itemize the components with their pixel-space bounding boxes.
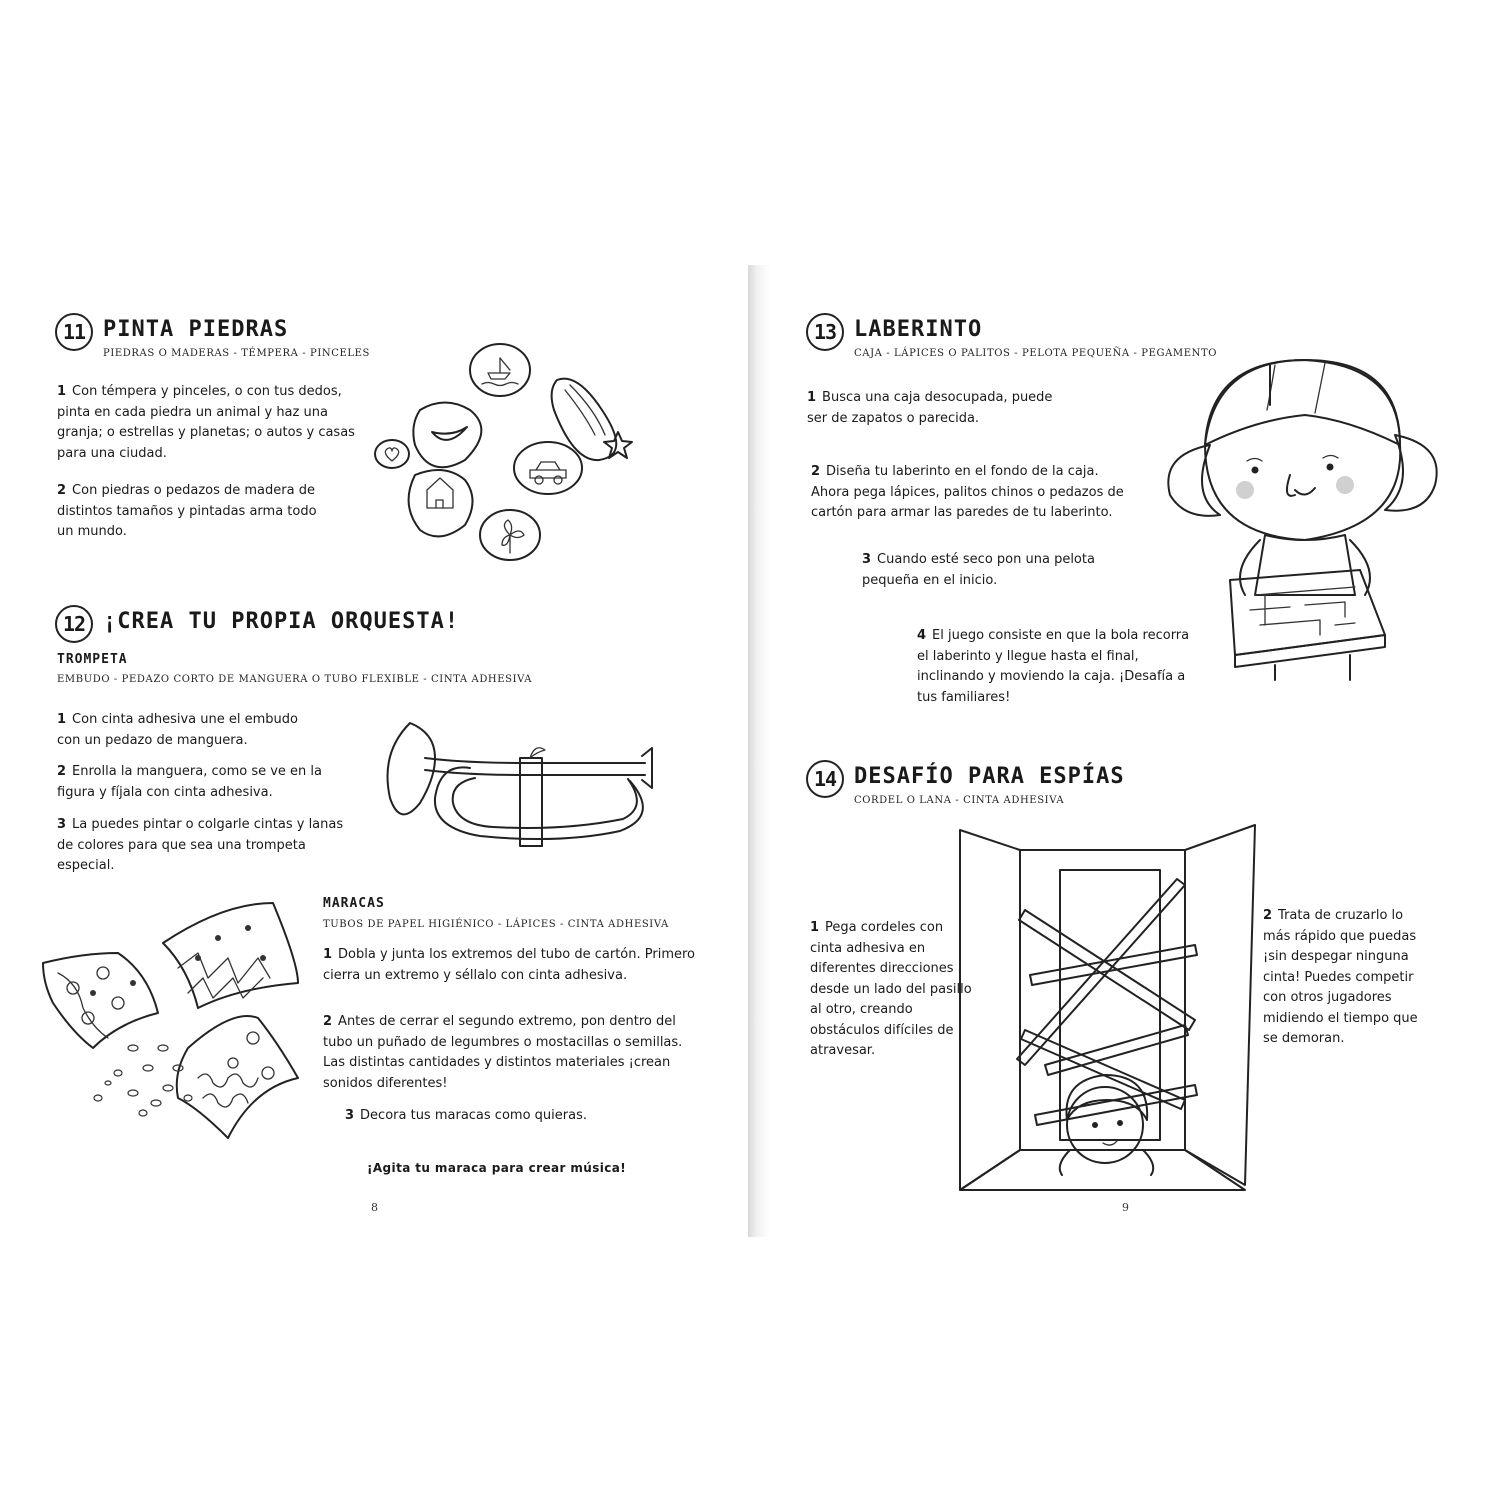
step-text: Con piedras o pedazos de madera de distintos tamaños y pintadas arma todo un mundo. <box>57 483 317 539</box>
section-subtitle: MARACAS <box>323 896 385 911</box>
step-number: 3 <box>57 817 67 832</box>
step-item <box>807 388 1072 429</box>
step-text: El juego consiste en que la bola recorra el laberinto y llegue hasta el final, inclinando y moviendo la caja. ¡Desafía a tus familiares! <box>917 628 1190 705</box>
activity-materials: PIEDRAS O MADERAS - TÉMPERA - PINCELES <box>103 348 370 359</box>
taped-hallway-illustration <box>955 825 1260 1195</box>
step-number: 1 <box>57 712 67 727</box>
step-number: 2 <box>1263 908 1273 923</box>
page-number: 9 <box>1122 1201 1129 1214</box>
step-text: Pega cordeles con cinta adhesiva en diferentes direcciones desde un lado del pasillo al otro, creando obstáculos difíciles de atravesar. <box>810 920 972 1058</box>
maracas-tagline: ¡Agita tu maraca para crear música! <box>367 1161 627 1175</box>
step-text: Busca una caja desocupada, puede ser de zapatos o parecida. <box>807 390 1053 426</box>
paper-tube-maracas-illustration <box>38 898 308 1138</box>
step-item <box>57 762 332 803</box>
activity-number-badge: 14 <box>806 760 844 798</box>
step-item <box>345 1106 645 1127</box>
step-text: Decora tus maracas como quieras. <box>360 1108 587 1123</box>
step-number: 2 <box>323 1014 333 1029</box>
section-materials: EMBUDO - PEDAZO CORTO DE MANGUERA O TUBO FLEXIBLE - CINTA ADHESIVA <box>57 674 533 685</box>
step-number: 1 <box>57 384 67 399</box>
step-text: Dobla y junta los extremos del tubo de cartón. Primero cierra un extremo y séllalo con cinta adhesiva. <box>323 947 696 983</box>
step-item <box>323 1012 708 1094</box>
step-item <box>323 945 703 986</box>
girl-with-maze-box-illustration <box>1165 355 1440 685</box>
step-number: 1 <box>323 947 333 962</box>
step-text: Con cinta adhesiva une el embudo con un pedazo de manguera. <box>57 712 298 748</box>
book-gutter-shadow <box>748 265 770 1237</box>
step-item <box>1263 906 1433 1050</box>
activity-title: ¡CREA TU PROPIA ORQUESTA! <box>103 609 460 634</box>
section-materials: TUBOS DE PAPEL HIGIÉNICO - LÁPICES - CINTA ADHESIVA <box>323 919 669 930</box>
step-text: Cuando esté seco pon una pelota pequeña en el inicio. <box>862 552 1095 588</box>
painted-stones-illustration <box>370 340 640 580</box>
activity-number-badge: 13 <box>806 313 844 351</box>
step-number: 3 <box>345 1108 355 1123</box>
page-number: 8 <box>371 1201 378 1214</box>
step-number: 1 <box>807 390 817 405</box>
activity-title: PINTA PIEDRAS <box>103 317 289 342</box>
step-item <box>810 918 975 1062</box>
step-number: 2 <box>811 464 821 479</box>
step-item <box>57 710 317 751</box>
activity-title: DESAFÍO PARA ESPÍAS <box>854 764 1125 789</box>
activity-number-badge: 11 <box>55 313 93 351</box>
step-text: Diseña tu laberinto en el fondo de la caja. Ahora pega lápices, palitos chinos o pedazos de cartón para armar las paredes de tu laberinto. <box>811 464 1124 520</box>
step-item <box>57 481 317 543</box>
activity-materials: CAJA - LÁPICES O PALITOS - PELOTA PEQUEÑA - PEGAMENTO <box>854 348 1218 359</box>
step-number: 2 <box>57 483 67 498</box>
step-text: Antes de cerrar el segundo extremo, pon dentro del tubo un puñado de legumbres o mostacillas o semillas. Las distintas cantidades y distintos materiales ¡crean sonidos diferentes! <box>323 1014 683 1091</box>
section-subtitle: TROMPETA <box>57 652 128 667</box>
step-text: La puedes pintar o colgarle cintas y lanas de colores para que sea una trompeta especial. <box>57 817 344 873</box>
activity-number-badge: 12 <box>55 605 93 643</box>
step-item <box>811 462 1141 524</box>
step-number: 1 <box>810 920 820 935</box>
step-item <box>862 550 1102 591</box>
step-text: Con témpera y pinceles, o con tus dedos, pinta en cada piedra un animal y haz una granja; o estrellas y planetas; o autos y casas para una ciudad. <box>57 384 355 461</box>
step-text: Enrolla la manguera, como se ve en la figura y fíjala con cinta adhesiva. <box>57 764 323 800</box>
step-item <box>57 382 357 464</box>
step-number: 3 <box>862 552 872 567</box>
step-number: 2 <box>57 764 67 779</box>
step-number: 4 <box>917 628 927 643</box>
activity-title: LABERINTO <box>854 317 983 342</box>
hose-trumpet-illustration <box>380 718 660 858</box>
step-text: Trata de cruzarlo lo más rápido que puedas ¡sin despegar ninguna cinta! Puedes competir con otros jugadores midiendo el tiempo que se demoran. <box>1263 908 1418 1046</box>
step-item <box>57 815 362 877</box>
activity-materials: CORDEL O LANA - CINTA ADHESIVA <box>854 795 1065 806</box>
step-item <box>917 626 1202 708</box>
